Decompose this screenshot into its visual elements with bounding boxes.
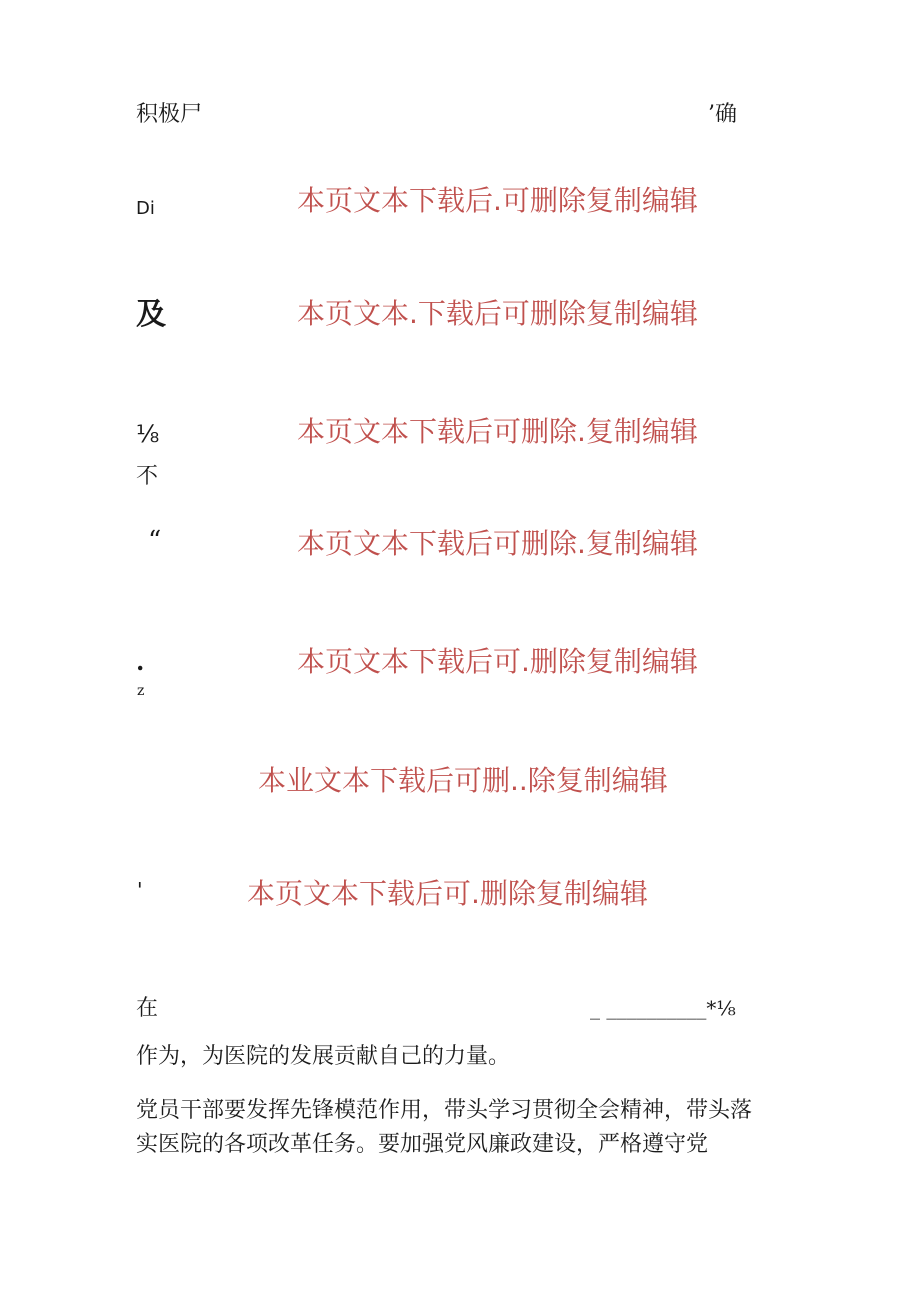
watermark-line-5: 本页文本下载后可.删除复制编辑: [297, 645, 698, 678]
watermark-line-3: 本页文本下载后可删除.复制编辑: [297, 415, 698, 448]
watermark-line-1: 本页文本下载后.可删除复制编辑: [297, 184, 698, 217]
fragment-z: z: [137, 683, 145, 699]
watermark-line-6: 本业文本下载后可删..除复制编辑: [258, 764, 668, 797]
watermark-line-4: 本页文本下载后可删除.复制编辑: [297, 527, 698, 560]
body-line-1: 作为，为医院的发展贡献自己的力量。: [136, 1044, 511, 1069]
fragment-ji: 及: [136, 297, 166, 332]
fragment-zai: 在: [136, 996, 159, 1021]
fragment-fraction: ⅛: [136, 420, 160, 448]
fragment-quote: “: [148, 526, 162, 556]
fragment-bu: 不: [136, 464, 159, 489]
header-left-text: 积极尸: [136, 102, 203, 127]
fragment-di: Di: [136, 198, 155, 219]
fragment-dot: .: [136, 647, 145, 676]
body-paragraph-2: 党员干部要发挥先锋模范作用，带头学习贯彻全会精神，带头落实医院的各项改革任务。要加强党风廉政建设，严格遵守党: [136, 1098, 753, 1157]
fragment-apostrophe: ': [137, 878, 143, 902]
watermark-line-2: 本页文本.下载后可删除复制编辑: [297, 297, 698, 330]
fragment-line-tail: _ __________*⅛: [590, 996, 736, 1020]
watermark-line-7: 本页文本下载后可.删除复制编辑: [247, 877, 648, 910]
header-right-text: ’确: [708, 102, 737, 127]
